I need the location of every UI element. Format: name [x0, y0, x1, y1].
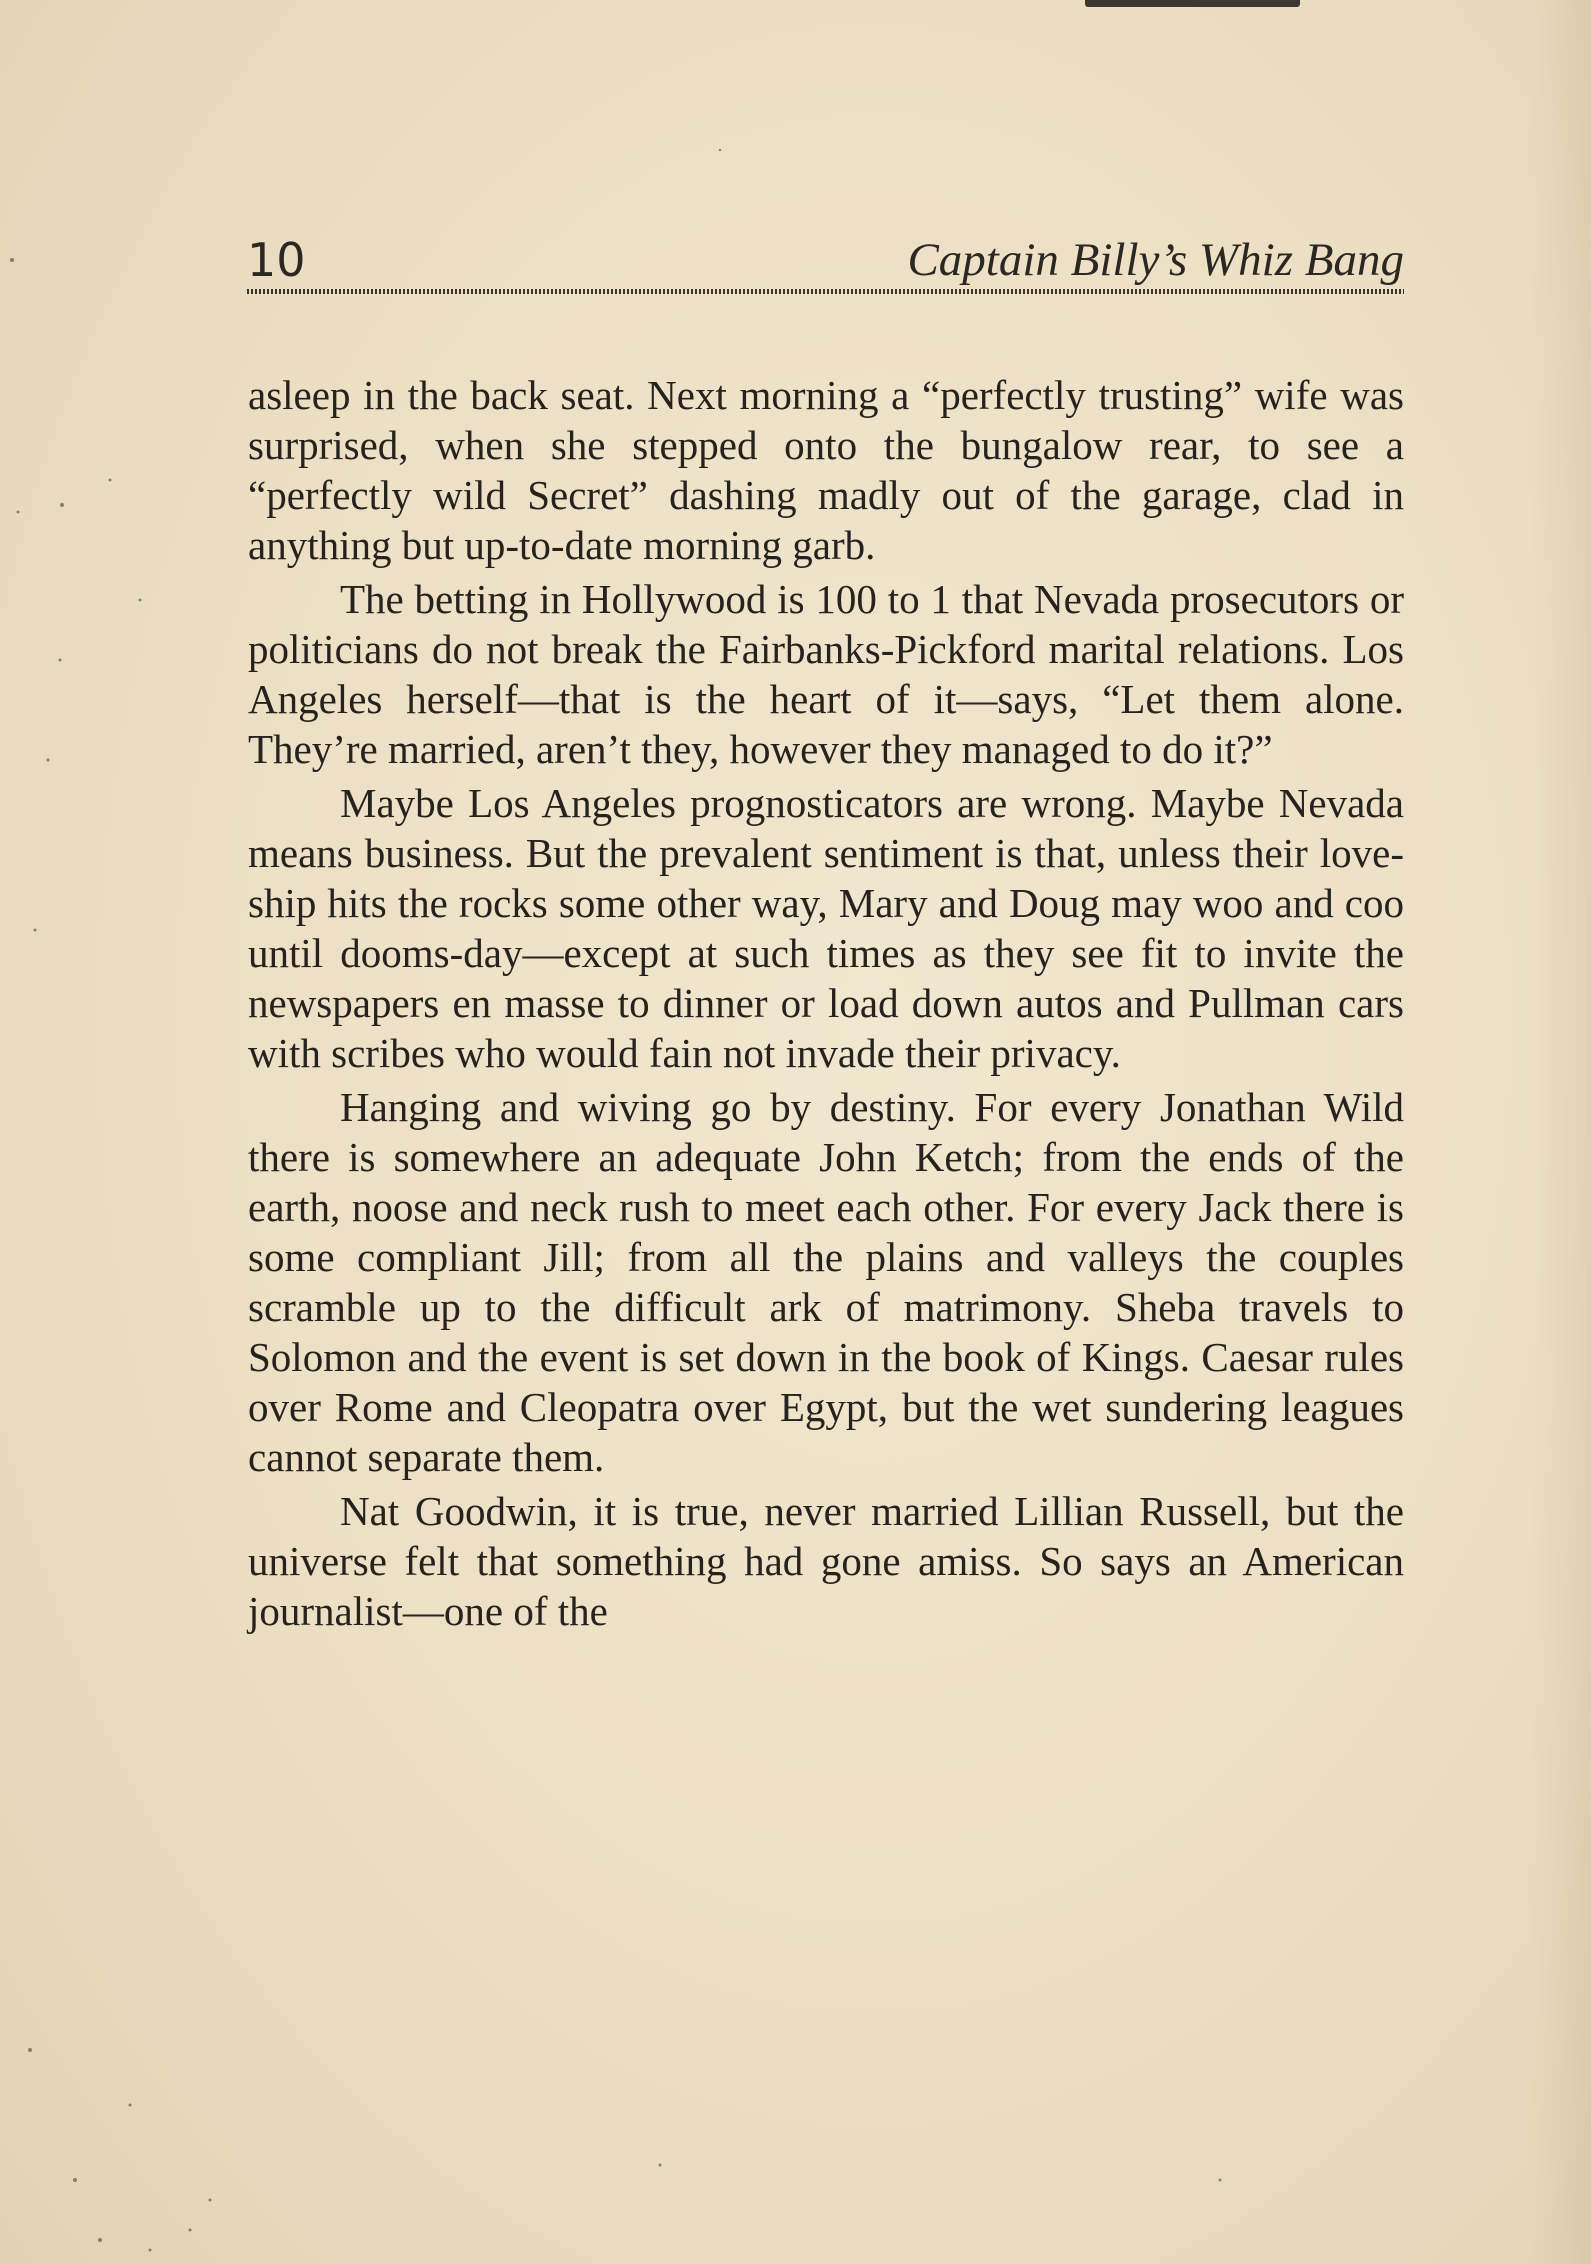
paragraph: Hanging and wiving go by destiny. For every Jonathan Wild there is somewhere an adequate John Ketch; from the ends of the earth, noose and neck rush to meet each other. For every Jack there is some compliant Jill; from all the plains and valleys the couples scramble up to the difficult ark of matrimony. Sheba travels to Solomon and the event is set down in the book of Kings. Caesar rules over Rome and Cleopatra over Egypt, but the wet sundering leagues cannot separate them.: [248, 1084, 1404, 1480]
paragraph: The betting in Hollywood is 100 to 1 that Nevada prosecutors or politicians do not break the Fairbanks-Pickford marital relations. Los Angeles herself—that is the heart of it—says, “Let them alone. They’re married, aren’t they, however they managed to do it?”: [248, 576, 1404, 772]
paragraph-continued: asleep in the back seat. Next morning a “perfectly trusting” wife was surprised, when she stepped onto the bungalow rear, to see a “perfectly wild Secret” dashing madly out of the garage, clad in anything but up-to-date morning garb.: [248, 372, 1404, 568]
paragraph: Nat Goodwin, it is true, never married Lillian Russell, but the universe felt that something had gone amiss. So says an American journalist—one of the: [248, 1488, 1404, 1634]
paragraph: Maybe Los Angeles prognosticators are wrong. Maybe Nevada means business. But the prevalent sentiment is that, unless their love-ship hits the rocks some other way, Mary and Doug may woo and coo until dooms-day—except at such times as they see fit to invite the newspapers en masse to dinner or load down autos and Pullman cars with scribes who would fain not invade their privacy.: [248, 780, 1404, 1076]
page-number: 10: [247, 233, 306, 287]
running-title: Captain Billy’s Whiz Bang: [907, 234, 1404, 286]
